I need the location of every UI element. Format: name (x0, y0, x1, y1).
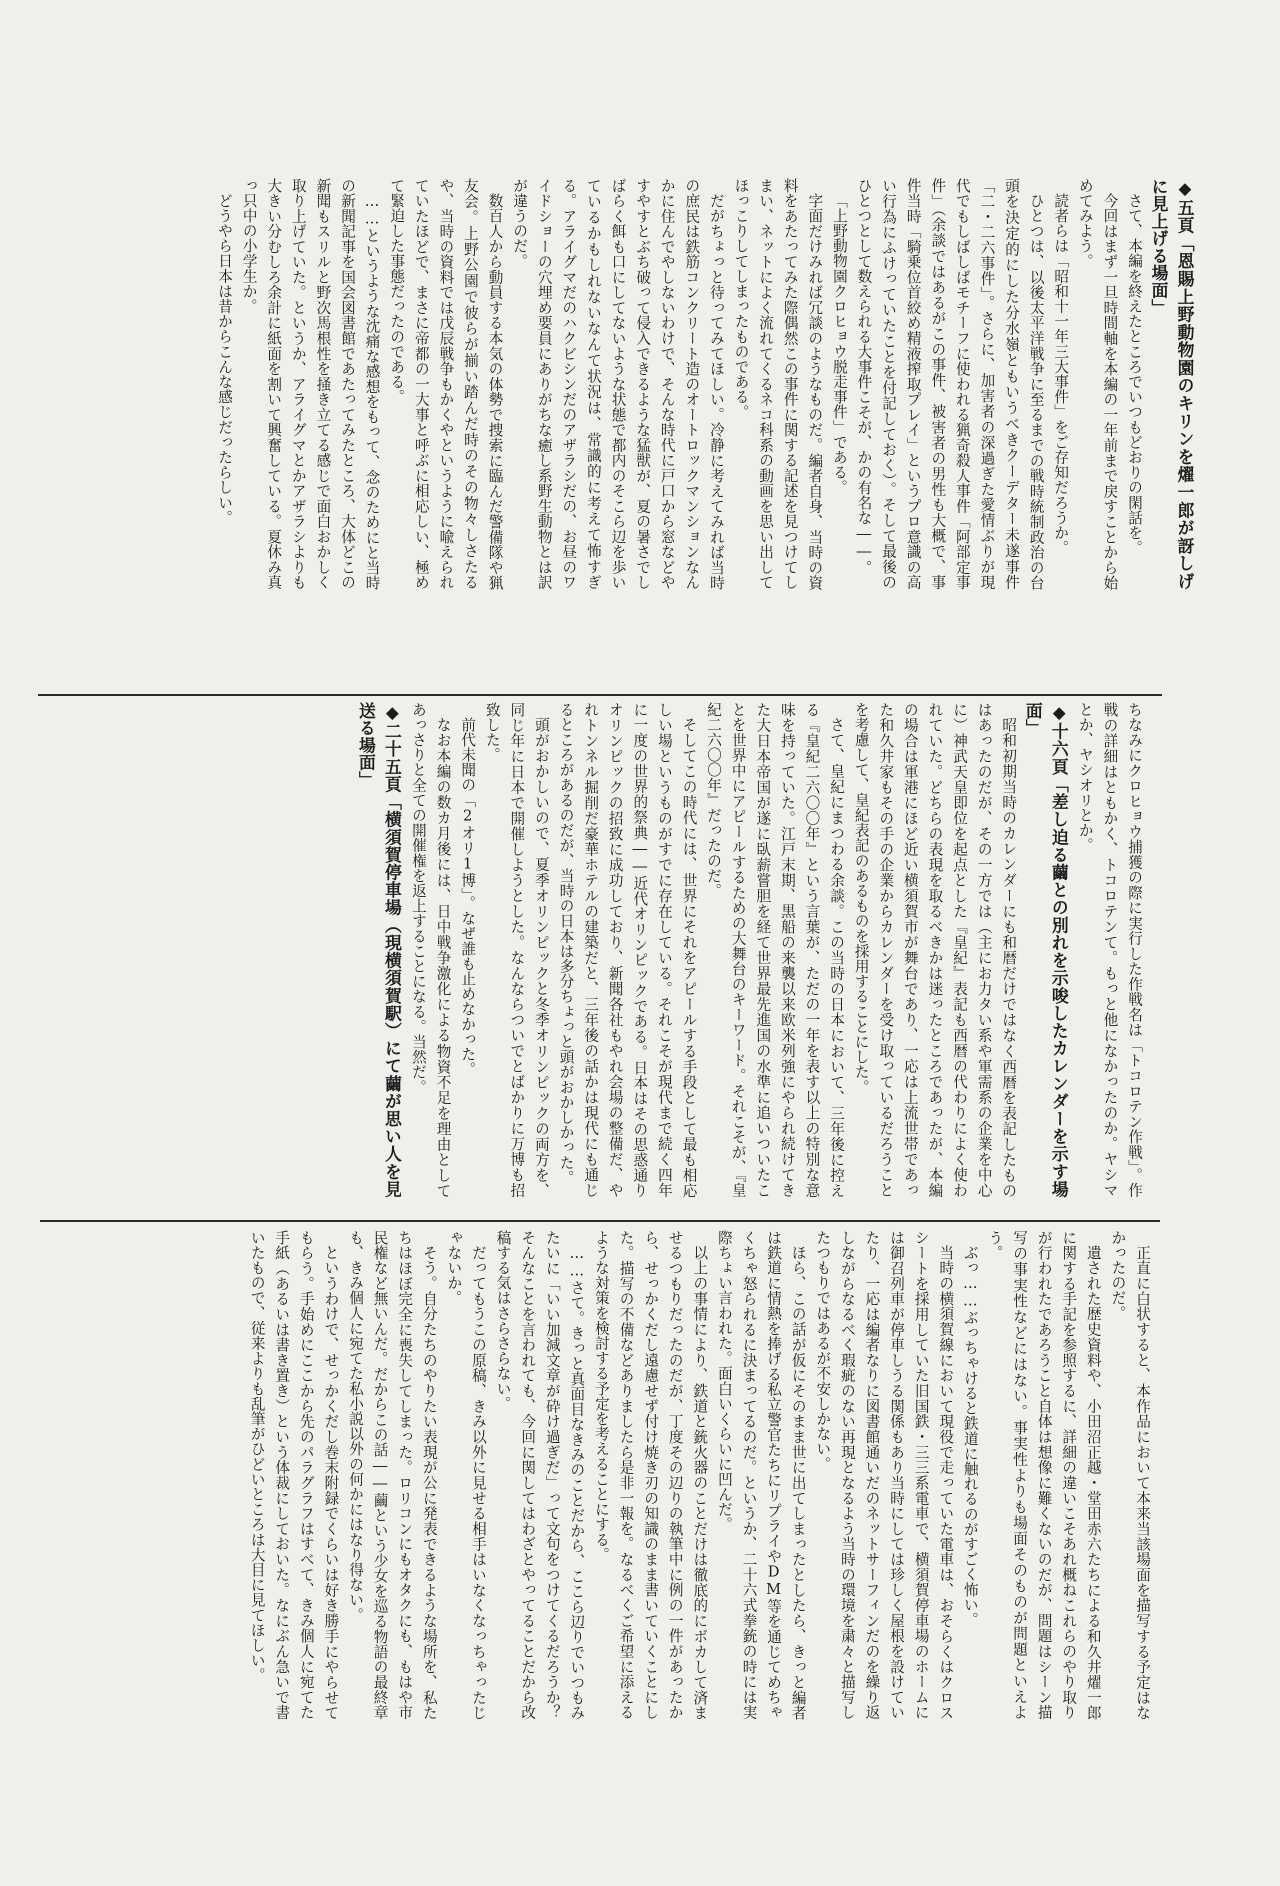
body-paragraph: というわけで、せっかくだし巻末附録でくらいは好き勝手にやらせてもらう。手始めにここから先のパラグラフはすべて、きみ個人に宛てた手紙（あるいは書き置き）という体裁にしておいた。なにぶん急いで書いたもので、従来よりも乱筆がひどいところは大目に見てほしい。 (248, 1230, 340, 1720)
body-paragraph: ぶっ……ぶっちゃけると鉄道に触れるのがすごく怖い。 (961, 1244, 979, 1627)
body-paragraph: さて、本編を終えたところでいつもどおりの閑話を。 (1126, 192, 1143, 555)
body-paragraph: ……さて。きっと真面目なきみのことだから、ここら辺りでいつもみたいに「いい加減文章が砕け過ぎだ」って文句をつけてくるだろうか？ そんなことを言われても、今回に関してはわざとやってることだから改稿する気はさらさらない。 (494, 1230, 586, 1720)
body-paragraph: だってもうこの原稿、きみ以外に見せる相手はいなくなっちゃったじゃないか。 (445, 1230, 487, 1720)
body-paragraph: 正直に白状すると、本作品において本来当該場面を描写する予定はなかったのだ。 (1109, 1230, 1151, 1720)
section-heading: ◆十六頁「差し迫る繭との別れを示唆したカレンダーを示す場面」 (1023, 702, 1070, 1198)
body-paragraph: そう。自分たちのやりたい表現が公に発表できるような場所を、私たちはほぼ完全に喪失してしまった。ロリコンにもオタクにも、もはや市民権など無いんだ。だからこの話――繭という少女を巡る物語の最終章も、きみ個人に宛てた私小説以外の何かにはなり得ない。 (347, 1230, 438, 1720)
body-paragraph: だがちょっと待ってみてほしい。冷静に考えてみれば当時の庶民は鉄筋コンクリート造のオートロックマンションなんかに住んでやしないわけで、そんな時代に戸口から窓などやすやすとぶち破って侵入できるような猛獣が、夏の暑さでしばらく餌も口にしてないような状態で都内のそこら辺を歩いているかもしれないなんて状況は、常識的に考えて怖すぎる。アライグマだのハクビシンだのアザラシだの、お昼のワイドショーの穴埋め要員にありがちな癒し系野生動物とは訳が違うのだ。 (511, 178, 725, 590)
section-divider-1 (38, 694, 1162, 696)
body-paragraph: 遺された歴史資料や、小田沼正越・堂田赤六たちによる和久井燿一郎に関する手記を参照するに、詳細の違いこそあれ概ねこれらのやり取りが行われたであろうこと自体は想像に難くないのだが、問題はシーン描写の事実性などにはない。事実性よりも場面そのものが問題といえよう。 (986, 1230, 1102, 1720)
body-paragraph: ……というような沈痛な感想をもって、念のためにと当時の新聞記事を国会図書館であたってみたところ、大体どこの新聞もスリルと野次馬根性を掻き立てる感じで面白おかしく取り上げていた。というか、アライグマとかアザラシよりも大きい分むしろ余計に紙面を割いて興奮している。夏休み真っ只中の小学生か。 (240, 178, 381, 590)
section-heading-page5: ◆五頁「恩賜上野動物園のキリンを燿一郎が訝しげに見上げる場面」 (1149, 178, 1195, 590)
tier2-text (146, 702, 1146, 1198)
body-paragraph: なお本編の数カ月後には、日中戦争激化による物資不足を理由としてあっさりと全ての開催権を返上することになる。当然だ。 (409, 702, 452, 1198)
body-paragraph: ひとつは、以後太平洋戦争に至るまでの戦時統制政治の台頭を決定的にした分水嶺ともいうべきクーデター未遂事件「二・二六事件」。さらに、加害者の深過ぎた愛情ぶりが現代でもしばしばモチーフに使われる猟奇殺人事件「阿部定事件」（余談ではあるがこの事件、被害者の男性も大概で、事件当時「騎乗位首絞め精液搾取プレイ」というプロ意識の高い行為にふけっていたことを付記しておく）。そして最後のひとつとして数えられる大事件こそが、かの有名な――。 (855, 178, 1045, 590)
section-yokosuka-station (222, 1230, 1154, 1720)
body-paragraph: 昭和初期当時のカレンダーにも和暦だけではなく西暦を表記したものはあったのだが、その一方では（主にお力タい系や軍需系の企業を中心に）神武天皇即位を起点とした『皇紀』表記も西暦の代わりによく使われていた。どちらの表現を取るべきかは迷ったところであったが、本編の場合は軍港にほど近い横須賀市が舞台であり、一応は上流世帯であった和久井家もその手の企業からカレンダーを受け取っているだろうことを考慮して、皇紀表記のあるものを採用することにした。 (852, 702, 1018, 1198)
body-paragraph: 字面だけみれば冗談のようなものだ。編者自身、当時の資料をあたってみた際偶然この事件に関する記述を見つけてしまい、ネットによく流れてくるネコ科系の動画を思い出してほっこりしてしまったものである。 (732, 178, 824, 590)
body-paragraph: ほら、この話が仮にそのまま世に出てしまったとしたら、きっと編者は鉄道に情熱を捧げる私立警官たちにリプライやDM等を通じてめちゃくちゃ怒られるに決まってるのだ。というか、二十六式拳銃の時には実際ちょい言われた。面白いくらいに凹んだ。 (715, 1230, 807, 1720)
section-calendar (146, 702, 1146, 1198)
section-divider-2 (40, 1220, 1160, 1222)
body-paragraph: 以上の事情により、鉄道と銃火器のことだけは徹底的にボカして済ませるつもりだったのだが、丁度その辺りの執筆中に例の一件があったから、せっかくだし遠慮せず付け焼き刃の知識のまま書いていくことにした。描写の不備などありましたら是非一報を。なるべくご希望に添えるような対策を検討する予定を考えることにする。 (592, 1230, 709, 1720)
tier1-paragraphs (211, 178, 1146, 590)
body-paragraph: 読者らは「昭和十一年三大事件」をご存知だろうか。 (1052, 192, 1070, 555)
body-paragraph: 数百人から動員する本気の体勢で捜索に臨んだ警備隊や猟友会。上野公園で彼らが揃い踏んだ時のその物々しさたるや、当時の資料では戊辰戦争もかくやというように喩えられていたほどで、まさに帝都の一大事と呼ぶに相応しい、極めて緊迫した事態だったのである。 (388, 178, 504, 590)
body-paragraph: 今回はまず一旦時間軸を本編の一年前まで戻すことから始めてみよう。 (1076, 178, 1119, 590)
body-paragraph: そしてこの時代には、世界にそれをアピールする手段として最も相応しい場というものがすでに存在している。それこそが現代まで続く四年に一度の世界的祭典――近代オリンピックである。日本はその思惑通りオリンピックの招致に成功しており、新聞各社もやれ会場の整備だ、やれトンネル掘削だ豪華ホテルの建築だと、三年後の話かは現代にも通じるところがあるのだが、当時の日本は多分ちょっと頭がおかしかった。 (557, 702, 698, 1198)
section-heading: ◆二十五頁「横須賀停車場（現横須賀駅）にて繭が思い人を見送る場面」 (356, 702, 403, 1198)
body-paragraph: 前代未聞の「2オリ1博」。なぜ誰も止めなかった。 (459, 716, 477, 1077)
section-ueno-zoo (70, 178, 1198, 590)
body-paragraph: ちなみにクロヒョウ捕獲の際に実行した作戦名は「トコロテン作戦」。作戦の詳細はともかく、トコロテンて。もっと他になかったのか。ヤシマとか、ヤシオリとか。 (1076, 702, 1143, 1198)
body-paragraph: 頭がおかしいので、夏季オリンピックと冬季オリンピックの両方を、同じ年に日本で開催しようとした。なんならついでとばかりに万博も招致した。 (483, 702, 550, 1198)
body-paragraph: 「上野動物園クロヒョウ脱走事件」である。 (830, 192, 848, 495)
tier1-text (70, 178, 1198, 590)
body-paragraph: どうやら日本は昔からこんな感じだったらしい。 (216, 192, 234, 525)
body-paragraph: 当時の横須賀線において現役で走っていた電車は、おそらくはクロスシートを採用していた旧国鉄・三三系電車で、横須賀停車場のホームには御召列車が停車しうる関係もあり当時にしては珍しく屋根を設けていたり、一応は編者なりに図書館通いだのネットサーフィンだのを繰り返しながらなるべく瑕疵のない再現となるよう当時の環境を粛々と描写したつもりではあるが不安しかない。 (814, 1230, 955, 1720)
body-paragraph: さて、皇紀にまつわる余談。この当時の日本において、三年後に控える『皇紀二六〇〇年』という言葉が、ただの一年を表す以上の特別な意味を持っていた。江戸末期、黒船の来襲以来欧米列強にやられ続けてきた大日本帝国が遂に臥薪嘗胆を経て世界最先進国の水準に追いついたことを世界中にアピールするための大舞台のキーワード。それこそが、『皇紀二六〇〇年』だったのだ。 (705, 702, 846, 1198)
tier3-text (222, 1230, 1154, 1720)
tier3-paragraphs (244, 1230, 1154, 1720)
